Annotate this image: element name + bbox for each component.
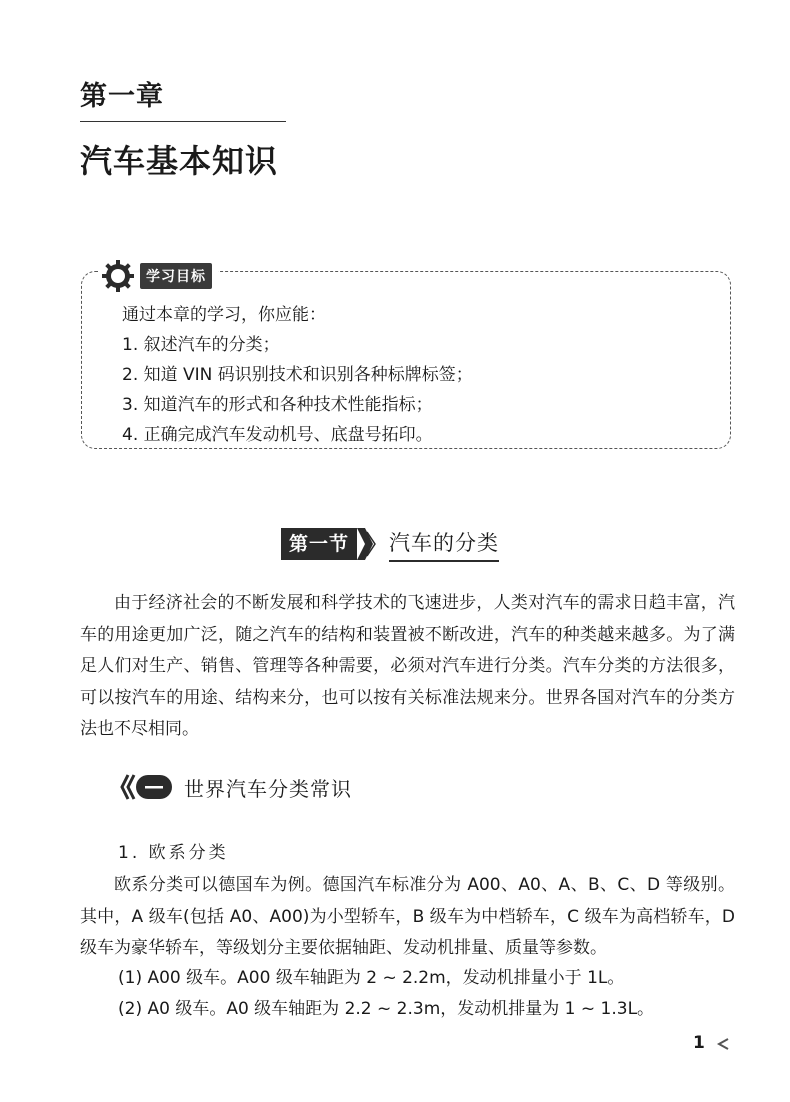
chapter-title: 汽车基本知识 xyxy=(80,142,279,180)
european-item: (1) A00 级车。A00 级车轴距为 2 ~ 2.2m，发动机排量小于 1L。 xyxy=(118,968,625,988)
double-chevron-icon xyxy=(357,528,379,560)
european-heading: 1. 欧系分类 xyxy=(118,843,229,863)
european-paragraph: 欧系分类可以德国车为例。德国汽车标准分为 A00、A0、A、B、C、D 等级别。其中，A 级车(包括 A0、A00)为小型轿车，B 级车为中档轿车，C 级车为高档轿车，D 级车为豪华轿车，等级划分主要依据轴距、发动机排量、质量等参数。 xyxy=(80,875,735,958)
chapter-divider xyxy=(80,121,286,122)
objective-item: 4. 正确完成汽车发动机号、底盘号拓印。 xyxy=(122,425,433,445)
objective-item: 3. 知道汽车的形式和各种技术性能指标； xyxy=(122,395,433,415)
section-paragraph: 由于经济社会的不断发展和科学技术的飞速进步，人类对汽车的需求日趋丰富，汽车的用途更加广泛，随之汽车的结构和装置被不断改进，汽车的种类越来越多。为了满足人们对生产、销售、管理等各种需要，必须对汽车进行分类。汽车分类的方法很多，可以按汽车的用途、结构来分，也可以按有关标准法规来分。世界各国对汽车的分类方法也不尽相同。 xyxy=(80,593,735,739)
objective-item: 1. 叙述汽车的分类； xyxy=(122,335,280,355)
gear-icon xyxy=(100,258,136,294)
section-badge: 第一节 xyxy=(281,528,357,560)
subsection-badge-icon xyxy=(118,772,176,802)
objectives-list xyxy=(122,300,473,450)
european-item: (2) A0 级车。A0 级车轴距为 2.2 ~ 2.3m，发动机排量为 1 ~ 1.3L。 xyxy=(118,999,655,1019)
page-arrow-icon xyxy=(716,1038,730,1050)
chapter-number: 第一章 xyxy=(80,81,164,112)
objectives-label: 学习目标 xyxy=(140,263,212,289)
objectives-badge xyxy=(100,258,218,294)
section-title: 汽车的分类 xyxy=(389,527,499,562)
subsection-title: 世界汽车分类常识 xyxy=(184,776,352,801)
objectives-intro: 通过本章的学习，你应能： xyxy=(122,305,326,325)
page-number: 1 xyxy=(693,1033,705,1053)
objective-item: 2. 知道 VIN 码识别技术和识别各种标牌标签； xyxy=(122,365,473,385)
subsection-heading xyxy=(118,772,352,802)
section-heading xyxy=(281,528,499,560)
